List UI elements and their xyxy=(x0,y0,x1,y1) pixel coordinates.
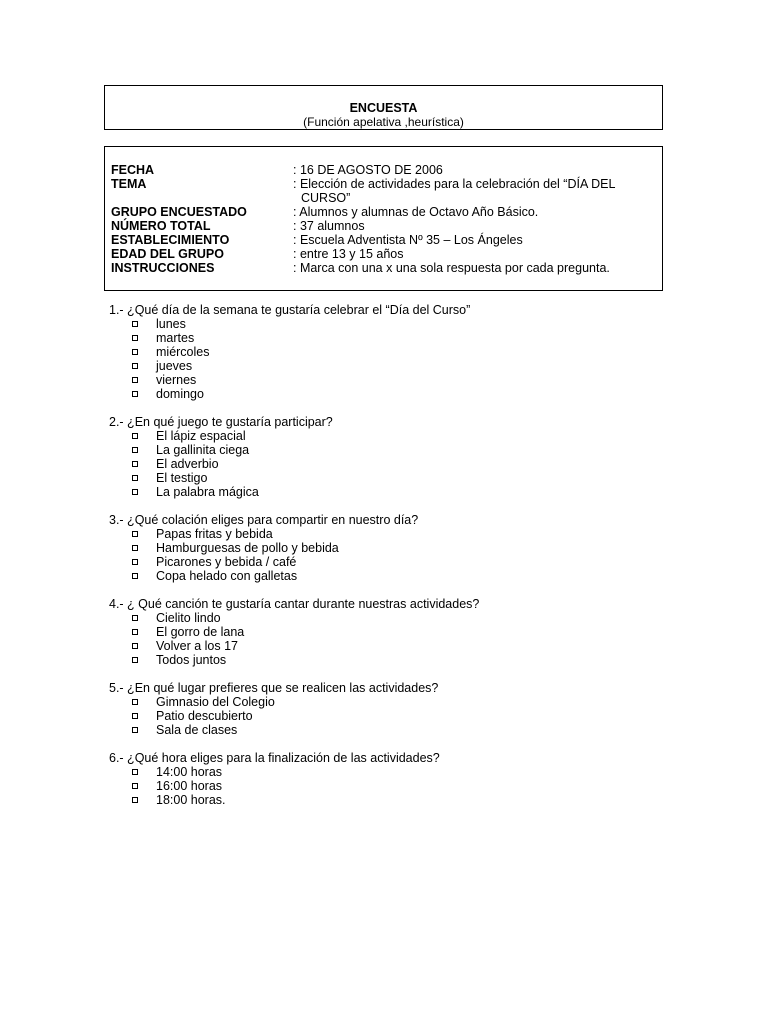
option[interactable] xyxy=(109,527,669,541)
option[interactable] xyxy=(109,723,669,737)
option-label: Patio descubierto xyxy=(156,709,253,723)
checkbox-icon[interactable] xyxy=(132,433,138,439)
option-label: miércoles xyxy=(156,345,210,359)
info-value: : Marca con una x una sola respuesta por cada pregunta. xyxy=(293,261,610,275)
checkbox-icon[interactable] xyxy=(132,629,138,635)
question-text: 1.- ¿Qué día de la semana te gustaría celebrar el “Día del Curso” xyxy=(109,303,471,317)
question-6 xyxy=(109,751,669,807)
option-list xyxy=(109,611,669,667)
option-list xyxy=(109,317,669,401)
option[interactable] xyxy=(109,443,669,457)
question-4 xyxy=(109,597,669,667)
option[interactable] xyxy=(109,611,669,625)
info-value xyxy=(293,177,643,205)
option-label: viernes xyxy=(156,373,197,387)
option-label: Papas fritas y bebida xyxy=(156,527,273,541)
question-2 xyxy=(109,415,669,499)
checkbox-icon[interactable] xyxy=(132,461,138,467)
option[interactable] xyxy=(109,359,669,373)
questions-list xyxy=(109,303,669,821)
option[interactable] xyxy=(109,457,669,471)
option[interactable] xyxy=(109,429,669,443)
option-label: domingo xyxy=(156,387,204,401)
checkbox-icon[interactable] xyxy=(132,727,138,733)
option-list xyxy=(109,765,669,807)
info-value: : 37 alumnos xyxy=(293,219,365,233)
option[interactable] xyxy=(109,317,669,331)
checkbox-icon[interactable] xyxy=(132,321,138,327)
option-label: El testigo xyxy=(156,471,208,485)
checkbox-icon[interactable] xyxy=(132,797,138,803)
checkbox-icon[interactable] xyxy=(132,335,138,341)
question-text: 2.- ¿En qué juego te gustaría participar? xyxy=(109,415,333,429)
checkbox-icon[interactable] xyxy=(132,545,138,551)
survey-subtitle: (Función apelativa ,heurística) xyxy=(303,115,464,129)
info-value-line2: CURSO” xyxy=(301,191,351,205)
info-value-line1: : Elección de actividades para la celebración del “DÍA DEL xyxy=(293,177,616,191)
option-label: Sala de clases xyxy=(156,723,238,737)
checkbox-icon[interactable] xyxy=(132,643,138,649)
option-label: Todos juntos xyxy=(156,653,227,667)
option[interactable] xyxy=(109,331,669,345)
option-label: La gallinita ciega xyxy=(156,443,250,457)
option[interactable] xyxy=(109,555,669,569)
option-label: El lápiz espacial xyxy=(156,429,246,443)
option-label: martes xyxy=(156,331,195,345)
option-label: Hamburguesas de pollo y bebida xyxy=(156,541,339,555)
option[interactable] xyxy=(109,765,669,779)
option[interactable] xyxy=(109,471,669,485)
checkbox-icon[interactable] xyxy=(132,769,138,775)
option-label: 18:00 horas. xyxy=(156,793,226,807)
title-box xyxy=(104,85,663,130)
checkbox-icon[interactable] xyxy=(132,699,138,705)
option[interactable] xyxy=(109,639,669,653)
checkbox-icon[interactable] xyxy=(132,391,138,397)
info-value: : entre 13 y 15 años xyxy=(293,247,404,261)
option-label: jueves xyxy=(156,359,193,373)
option[interactable] xyxy=(109,709,669,723)
info-label: FECHA xyxy=(111,163,155,177)
checkbox-icon[interactable] xyxy=(132,349,138,355)
info-box xyxy=(104,146,663,291)
checkbox-icon[interactable] xyxy=(132,531,138,537)
info-value: : Alumnos y alumnas de Octavo Año Básico. xyxy=(293,205,539,219)
info-label: INSTRUCCIONES xyxy=(111,261,215,275)
option[interactable] xyxy=(109,793,669,807)
checkbox-icon[interactable] xyxy=(132,475,138,481)
checkbox-icon[interactable] xyxy=(132,363,138,369)
info-label: GRUPO ENCUESTADO xyxy=(111,205,247,219)
checkbox-icon[interactable] xyxy=(132,783,138,789)
option-label: La palabra mágica xyxy=(156,485,259,499)
info-label: TEMA xyxy=(111,177,147,191)
option-label: El adverbio xyxy=(156,457,219,471)
checkbox-icon[interactable] xyxy=(132,615,138,621)
question-3 xyxy=(109,513,669,583)
option-list xyxy=(109,429,669,499)
info-label: EDAD DEL GRUPO xyxy=(111,247,224,261)
option-list xyxy=(109,527,669,583)
checkbox-icon[interactable] xyxy=(132,447,138,453)
checkbox-icon[interactable] xyxy=(132,559,138,565)
checkbox-icon[interactable] xyxy=(132,489,138,495)
option-label: Picarones y bebida / café xyxy=(156,555,297,569)
option[interactable] xyxy=(109,345,669,359)
option-label: Gimnasio del Colegio xyxy=(156,695,275,709)
option[interactable] xyxy=(109,541,669,555)
checkbox-icon[interactable] xyxy=(132,377,138,383)
option-label: Volver a los 17 xyxy=(156,639,238,653)
option[interactable] xyxy=(109,625,669,639)
option[interactable] xyxy=(109,387,669,401)
question-1 xyxy=(109,303,669,401)
question-5 xyxy=(109,681,669,737)
info-label: ESTABLECIMIENTO xyxy=(111,233,230,247)
info-value: : Escuela Adventista Nº 35 – Los Ángeles xyxy=(293,233,523,247)
option[interactable] xyxy=(109,779,669,793)
option-label: El gorro de lana xyxy=(156,625,245,639)
option[interactable] xyxy=(109,485,669,499)
option[interactable] xyxy=(109,569,669,583)
checkbox-icon[interactable] xyxy=(132,713,138,719)
option-label: lunes xyxy=(156,317,186,331)
option[interactable] xyxy=(109,373,669,387)
option-label: Copa helado con galletas xyxy=(156,569,298,583)
checkbox-icon[interactable] xyxy=(132,657,138,663)
option-label: 14:00 horas xyxy=(156,765,223,779)
survey-title: ENCUESTA xyxy=(349,101,418,115)
info-value: : 16 DE AGOSTO DE 2006 xyxy=(293,163,443,177)
option[interactable] xyxy=(109,653,669,667)
option[interactable] xyxy=(109,695,669,709)
checkbox-icon[interactable] xyxy=(132,573,138,579)
info-label: NÚMERO TOTAL xyxy=(111,219,211,233)
option-label: Cielito lindo xyxy=(156,611,221,625)
question-text: 4.- ¿ Qué canción te gustaría cantar durante nuestras actividades? xyxy=(109,597,480,611)
option-list xyxy=(109,695,669,737)
option-label: 16:00 horas xyxy=(156,779,223,793)
question-text: 6.- ¿Qué hora eliges para la finalización de las actividades? xyxy=(109,751,440,765)
question-text: 5.- ¿En qué lugar prefieres que se realicen las actividades? xyxy=(109,681,439,695)
question-text: 3.- ¿Qué colación eliges para compartir en nuestro día? xyxy=(109,513,419,527)
